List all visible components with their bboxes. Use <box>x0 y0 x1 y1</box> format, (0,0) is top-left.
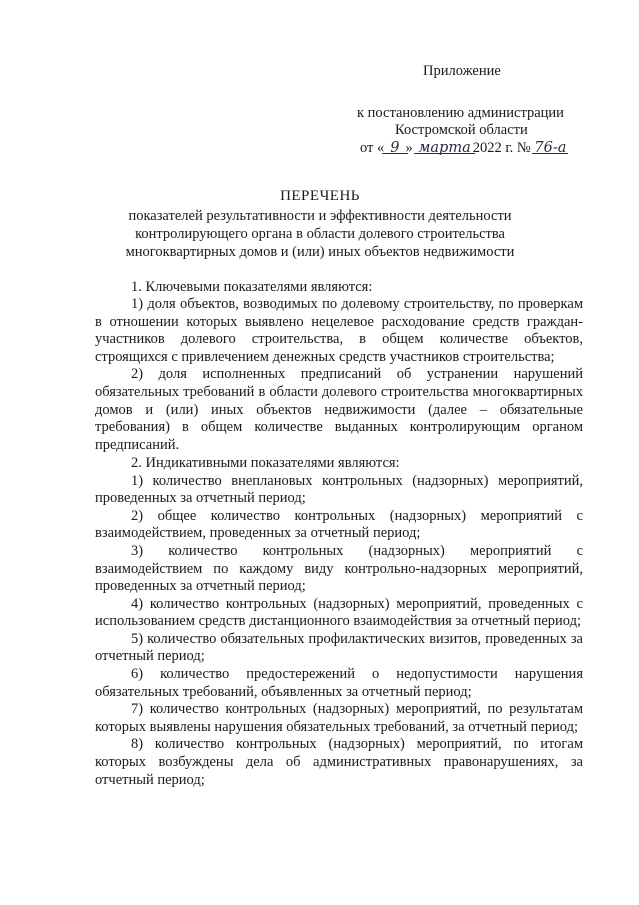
document-subtitle: показателей результативности и эффективности деятельности контролирующего органа в области долевого строительства многоквартирных домов и (или) иных объектов недвижимости <box>125 208 515 260</box>
date-prefix: от « <box>360 140 385 156</box>
appendix-resolution-line: к постановлению администрации <box>357 105 564 121</box>
paragraph-item: 7) количество контрольных (надзорных) мероприятий, по результатам которых выявлены нарушения обязательных требований, за отчетный период; <box>95 701 583 735</box>
handwritten-day: 9 <box>384 140 405 156</box>
paragraph-item: 1) доля объектов, возводимых по долевому строительству, по проверкам в отношении которых выявлено нецелевое расходование средств граждан-участников долевого строительства, в общем количестве объектов, строящихся с привлечением денежных средств участников строительства; <box>95 296 583 365</box>
document-title: ПЕРЕЧЕНЬ <box>280 188 360 204</box>
handwritten-number: 76-а <box>534 140 567 156</box>
section-heading-key: 1. Ключевыми показателями являются: <box>131 278 373 295</box>
paragraph-item: 3) количество контрольных (надзорных) мероприятий с взаимодействием по каждому виду контрольно-надзорных мероприятий, проведенных за отчетный период; <box>95 542 583 595</box>
paragraph-item: 2) доля исполненных предписаний об устранении нарушений обязательных требований в области долевого строительства многоквартирных домов и (или) иных объектов недвижимости (далее – обязательные требования) в общем количестве выданных контролирующим органом предписаний. <box>95 366 583 453</box>
appendix-date-line <box>360 139 566 158</box>
paragraph-item: 1) количество внеплановых контрольных (надзорных) мероприятий, проведенных за отчетный период; <box>95 472 583 507</box>
appendix-title: Приложение <box>423 63 501 79</box>
date-year-number: 2022 г. № <box>472 140 531 156</box>
paragraph-item: 5) количество обязательных профилактических визитов, проведенных за отчетный период; <box>95 630 583 665</box>
paragraph-item: 6) количество предостережений о недопустимости нарушения обязательных требований, объявленных за отчетный период; <box>95 666 583 700</box>
date-mid: » <box>405 140 417 156</box>
document-body <box>95 278 583 789</box>
paragraph-item: 8) количество контрольных (надзорных) мероприятий, по итогам которых возбуждены дела об административных правонарушениях, за отчетный период; <box>95 736 583 788</box>
paragraph-item: 4) количество контрольных (надзорных) мероприятий, проведенных с использованием средств дистанционного взаимодействия за отчетный период; <box>95 595 583 630</box>
appendix-region-line: Костромской области <box>395 122 528 138</box>
section-heading-indicative: 2. Индикативными показателями являются: <box>131 454 400 471</box>
handwritten-month: марта <box>418 140 471 156</box>
paragraph-item: 2) общее количество контрольных (надзорных) мероприятий с взаимодействием, проведенных за отчетный период; <box>95 507 583 542</box>
